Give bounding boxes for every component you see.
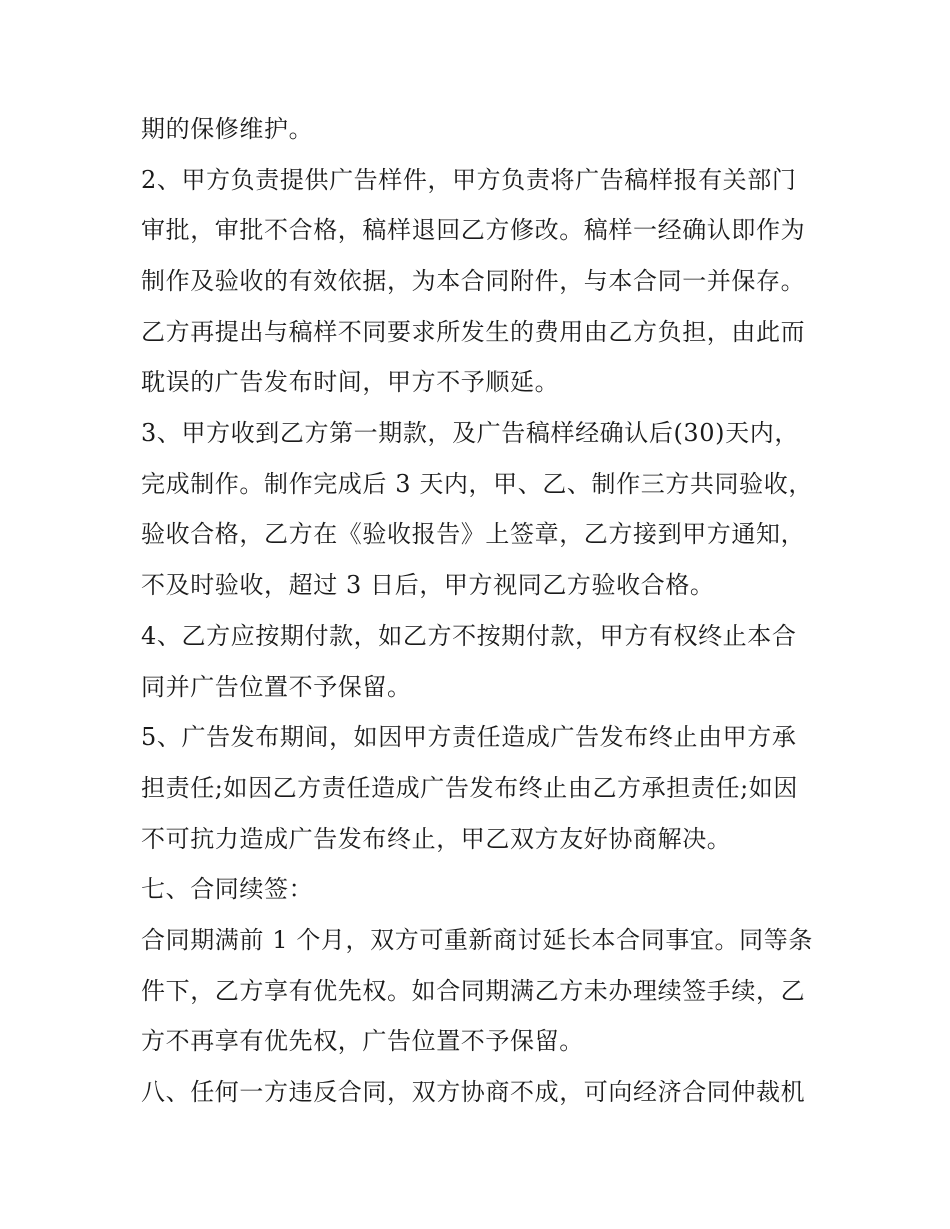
text-line: 不可抗力造成广告发布终止，甲乙双方友好协商解决。 bbox=[141, 825, 732, 853]
text-line: 期的保修维护。 bbox=[141, 115, 314, 143]
text-line: 耽误的广告发布时间，甲方不予顺延。 bbox=[141, 368, 560, 396]
text-line: 审批，审批不合格，稿样退回乙方修改。稿样一经确认即作为 bbox=[141, 216, 806, 244]
text-line: 3、甲方收到乙方第一期款，及广告稿样经确认后(30)天内， bbox=[141, 419, 799, 447]
text-line: 不及时验收，超过 3 日后，甲方视同乙方验收合格。 bbox=[141, 571, 715, 599]
text-line: 七、合同续签： bbox=[141, 875, 314, 903]
text-line: 方不再享有优先权，广告位置不予保留。 bbox=[141, 1027, 584, 1055]
text-line: 乙方再提出与稿样不同要求所发生的费用由乙方负担，由此而 bbox=[141, 318, 806, 346]
text-line: 完成制作。制作完成后 3 天内，甲、乙、制作三方共同验收， bbox=[141, 470, 813, 498]
text-line: 4、乙方应按期付款，如乙方不按期付款，甲方有权终止本合 bbox=[141, 622, 797, 650]
text-line: 5、广告发布期间，如因甲方责任造成广告发布终止由甲方承 bbox=[141, 723, 797, 751]
text-line: 验收合格，乙方在《验收报告》上签章，乙方接到甲方通知， bbox=[141, 520, 806, 548]
text-line: 八、任何一方违反合同，双方协商不成，可向经济合同仲裁机 bbox=[141, 1078, 806, 1106]
text-line: 同并广告位置不予保留。 bbox=[141, 673, 412, 701]
text-line: 制作及验收的有效依据，为本合同附件，与本合同一并保存。 bbox=[141, 267, 806, 295]
text-line: 担责任;如因乙方责任造成广告发布终止由乙方承担责任;如因 bbox=[141, 774, 798, 802]
text-line: 2、甲方负责提供广告样件，甲方负责将广告稿样报有关部门 bbox=[141, 166, 797, 194]
text-line: 件下，乙方享有优先权。如合同期满乙方未办理续签手续，乙 bbox=[141, 977, 806, 1005]
text-line: 合同期满前 1 个月，双方可重新商讨延长本合同事宜。同等条 bbox=[141, 926, 813, 954]
